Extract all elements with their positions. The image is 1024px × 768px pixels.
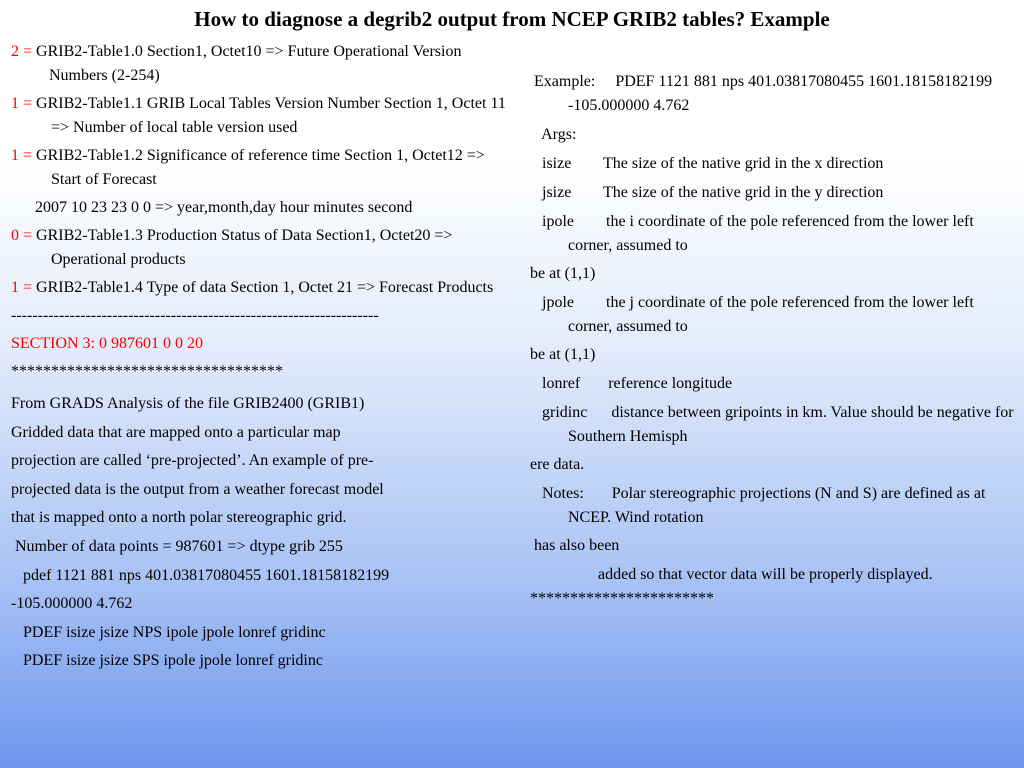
stars-separator: ********************************** bbox=[11, 363, 283, 380]
args-label: Args: bbox=[530, 126, 577, 143]
added-line: added so that vector data will be properly displayed. bbox=[530, 566, 933, 583]
table-entry-1-0 bbox=[11, 40, 506, 88]
table-entry-1-4 bbox=[11, 276, 506, 300]
paragraph-line: projected data is the output from a weather forecast model bbox=[11, 480, 384, 498]
left-column bbox=[11, 40, 506, 676]
paragraph-line: that is mapped onto a north polar stereographic grid. bbox=[11, 509, 347, 527]
arg-jpole: jpole the j coordinate of the pole referenced from the lower left corner, assumed to bbox=[530, 294, 978, 335]
paragraph-line: pdef 1121 881 nps 401.03817080455 1601.18158182199 bbox=[11, 566, 390, 584]
right-column bbox=[530, 70, 1020, 611]
paragraph-line: PDEF isize jsize NPS ipole jpole lonref gridinc bbox=[11, 623, 326, 641]
be-at-line: be at (1,1) bbox=[530, 265, 596, 282]
has-also-line: has also been bbox=[530, 537, 620, 554]
notes: Notes: Polar stereographic projections (N and S) are defined as at NCEP. Wind rotation bbox=[530, 485, 990, 526]
pdef-example: Example: PDEF 1121 881 nps 401.03817080455 1601.18158182199 -105.000000 4.762 bbox=[530, 73, 997, 114]
paragraph-line: From GRADS Analysis of the file GRIB2400 (GRIB1) bbox=[11, 395, 365, 412]
arg-jsize: jsize The size of the native grid in the y direction bbox=[530, 184, 884, 201]
table-code: 2 = bbox=[11, 43, 33, 60]
table-code: 0 = bbox=[11, 227, 33, 244]
table-entry-1-3 bbox=[11, 224, 506, 272]
table-description: GRIB2-Table1.1 GRIB Local Tables Version Number Section 1, Octet 11 => Number of local table version used bbox=[36, 95, 506, 136]
stars-separator: *********************** bbox=[530, 590, 714, 607]
arg-gridinc: gridinc distance between gripoints in km. Value should be negative for Southern Hemisph bbox=[530, 404, 1018, 445]
paragraph-line: Gridded data that are mapped onto a particular map bbox=[11, 423, 341, 441]
ere-data-line: ere data. bbox=[530, 456, 585, 473]
paragraph-line: Number of data points = 987601 => dtype grib 255 bbox=[11, 537, 343, 555]
table-code: 1 = bbox=[11, 147, 33, 164]
table-description: GRIB2-Table1.3 Production Status of Data Section1, Octet20 => Operational products bbox=[36, 227, 453, 268]
reference-time-line: 2007 10 23 23 0 0 => year,month,day hour minutes second bbox=[35, 199, 413, 216]
table-description: GRIB2-Table1.2 Significance of reference time Section 1, Octet12 => Start of Forecast bbox=[36, 147, 485, 188]
table-code: 1 = bbox=[11, 279, 33, 296]
table-entry-1-2 bbox=[11, 144, 506, 192]
table-code: 1 = bbox=[11, 95, 33, 112]
table-entry-1-1 bbox=[11, 92, 506, 140]
grads-paragraph bbox=[11, 390, 506, 676]
arg-isize: isize The size of the native grid in the x direction bbox=[530, 155, 884, 172]
section3-header: SECTION 3: 0 987601 0 0 20 bbox=[11, 335, 203, 352]
table-description: GRIB2-Table1.4 Type of data Section 1, Octet 21 => Forecast Products bbox=[36, 279, 494, 296]
paragraph-line: -105.000000 4.762 bbox=[11, 595, 133, 613]
dash-separator: --------------------------------------------------------------------- bbox=[11, 307, 379, 324]
page-title: How to diagnose a degrib2 output from NCEP GRIB2 tables? Example bbox=[194, 7, 830, 31]
arg-lonref: lonref reference longitude bbox=[530, 375, 733, 392]
paragraph-line: PDEF isize jsize SPS ipole jpole lonref gridinc bbox=[11, 652, 323, 670]
table-description: GRIB2-Table1.0 Section1, Octet10 => Future Operational Version Numbers (2-254) bbox=[36, 43, 462, 84]
be-at-line: be at (1,1) bbox=[530, 346, 596, 363]
paragraph-line: projection are called ‘pre-projected’. An example of pre- bbox=[11, 452, 374, 470]
arg-ipole: ipole the i coordinate of the pole referenced from the lower left corner, assumed to bbox=[530, 213, 978, 254]
